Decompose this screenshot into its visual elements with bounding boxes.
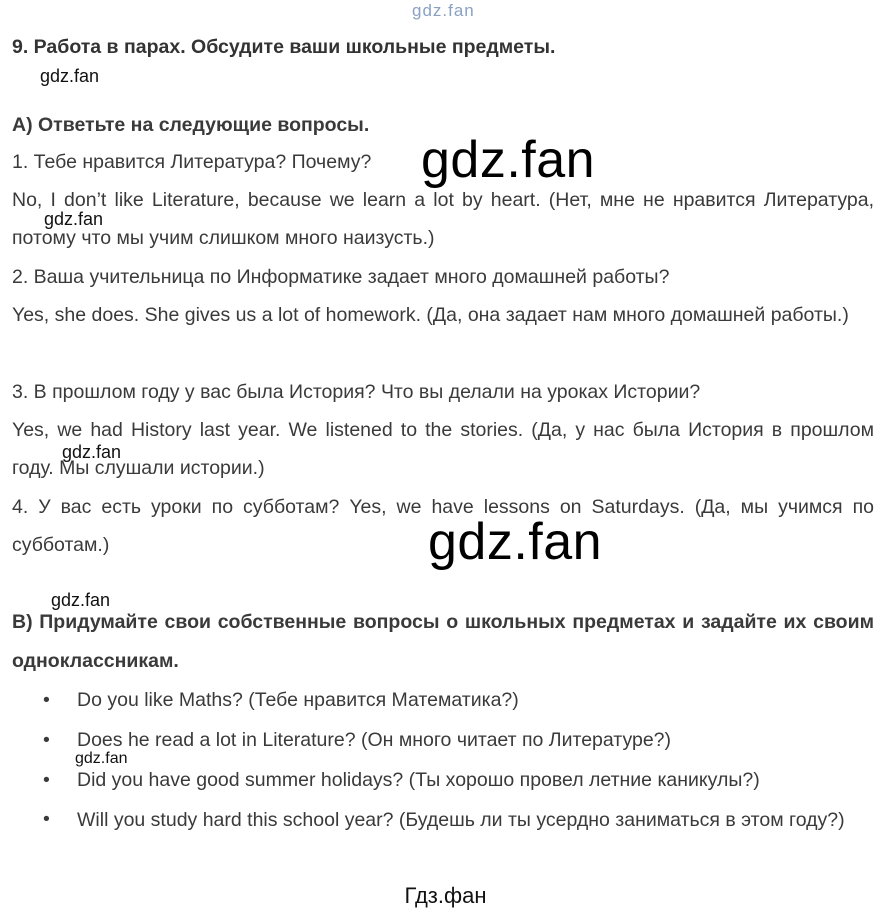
list-item-text: Did you have good summer holidays? (Ты хорошо провел летние каникулы?) bbox=[77, 769, 760, 791]
list-item bbox=[0, 800, 874, 839]
question-2: 2. Ваша учительница по Информатике задает много домашней работы? bbox=[12, 266, 670, 288]
list-item bbox=[0, 680, 874, 720]
section-a-heading: А) Ответьте на следующие вопросы. bbox=[12, 114, 370, 136]
answer-1: No, I don’t like Literature, because we learn a lot by heart. (Нет, мне не нравится Литература, потому что мы учим слишком много наизусть.) bbox=[12, 189, 874, 249]
watermark-small: gdz.fan bbox=[75, 750, 128, 767]
answer-2: Yes, she does. She gives us a lot of homework. (Да, она задает нам много домашней работы.) bbox=[12, 304, 849, 326]
footer-site-name: Гдз.фан bbox=[404, 883, 487, 908]
watermark-top: gdz.fan bbox=[412, 1, 475, 20]
bullet-icon: • bbox=[43, 808, 50, 830]
watermark-small: gdz.fan bbox=[44, 209, 104, 229]
bullet-list bbox=[0, 680, 891, 839]
list-item-text: Do you like Maths? (Тебе нравится Математика?) bbox=[77, 689, 519, 711]
list-item bbox=[0, 760, 874, 800]
section-b-heading: В) Придумайте свои собственные вопросы о школьных предметах и задайте их своим одноклассникам. bbox=[12, 611, 874, 672]
watermark-large: gdz.fan bbox=[421, 131, 596, 189]
list-item-text: Will you study hard this school year? (Будешь ли ты усердно заниматься в этом году?) bbox=[77, 809, 845, 831]
question-4: 4. У вас есть уроки по субботам? Yes, we have lessons on Saturdays. (Да, мы учимся по субботам.) bbox=[12, 496, 874, 556]
question-3: 3. В прошлом году у вас была История? Что вы делали на уроках Истории? bbox=[12, 381, 701, 403]
list-item-text: Does he read a lot in Literature? (Он много читает по Литературе?) bbox=[77, 729, 672, 751]
watermark-small: gdz.fan bbox=[51, 590, 111, 610]
watermark-large: gdz.fan bbox=[428, 513, 603, 571]
bullet-icon: • bbox=[43, 689, 50, 711]
watermark-small: gdz.fan bbox=[40, 66, 100, 86]
bullet-icon: • bbox=[43, 729, 50, 751]
question-1: 1. Тебе нравится Литература? Почему? bbox=[12, 151, 372, 173]
exercise-title: 9. Работа в парах. Обсудите ваши школьные предметы. bbox=[12, 36, 556, 58]
bullet-icon: • bbox=[43, 769, 50, 791]
watermark-small: gdz.fan bbox=[62, 442, 122, 462]
answer-3: Yes, we had History last year. We listened to the stories. (Да, у нас была История в прошлом году. Мы слушали истории.) bbox=[12, 419, 874, 479]
list-item bbox=[0, 720, 874, 760]
